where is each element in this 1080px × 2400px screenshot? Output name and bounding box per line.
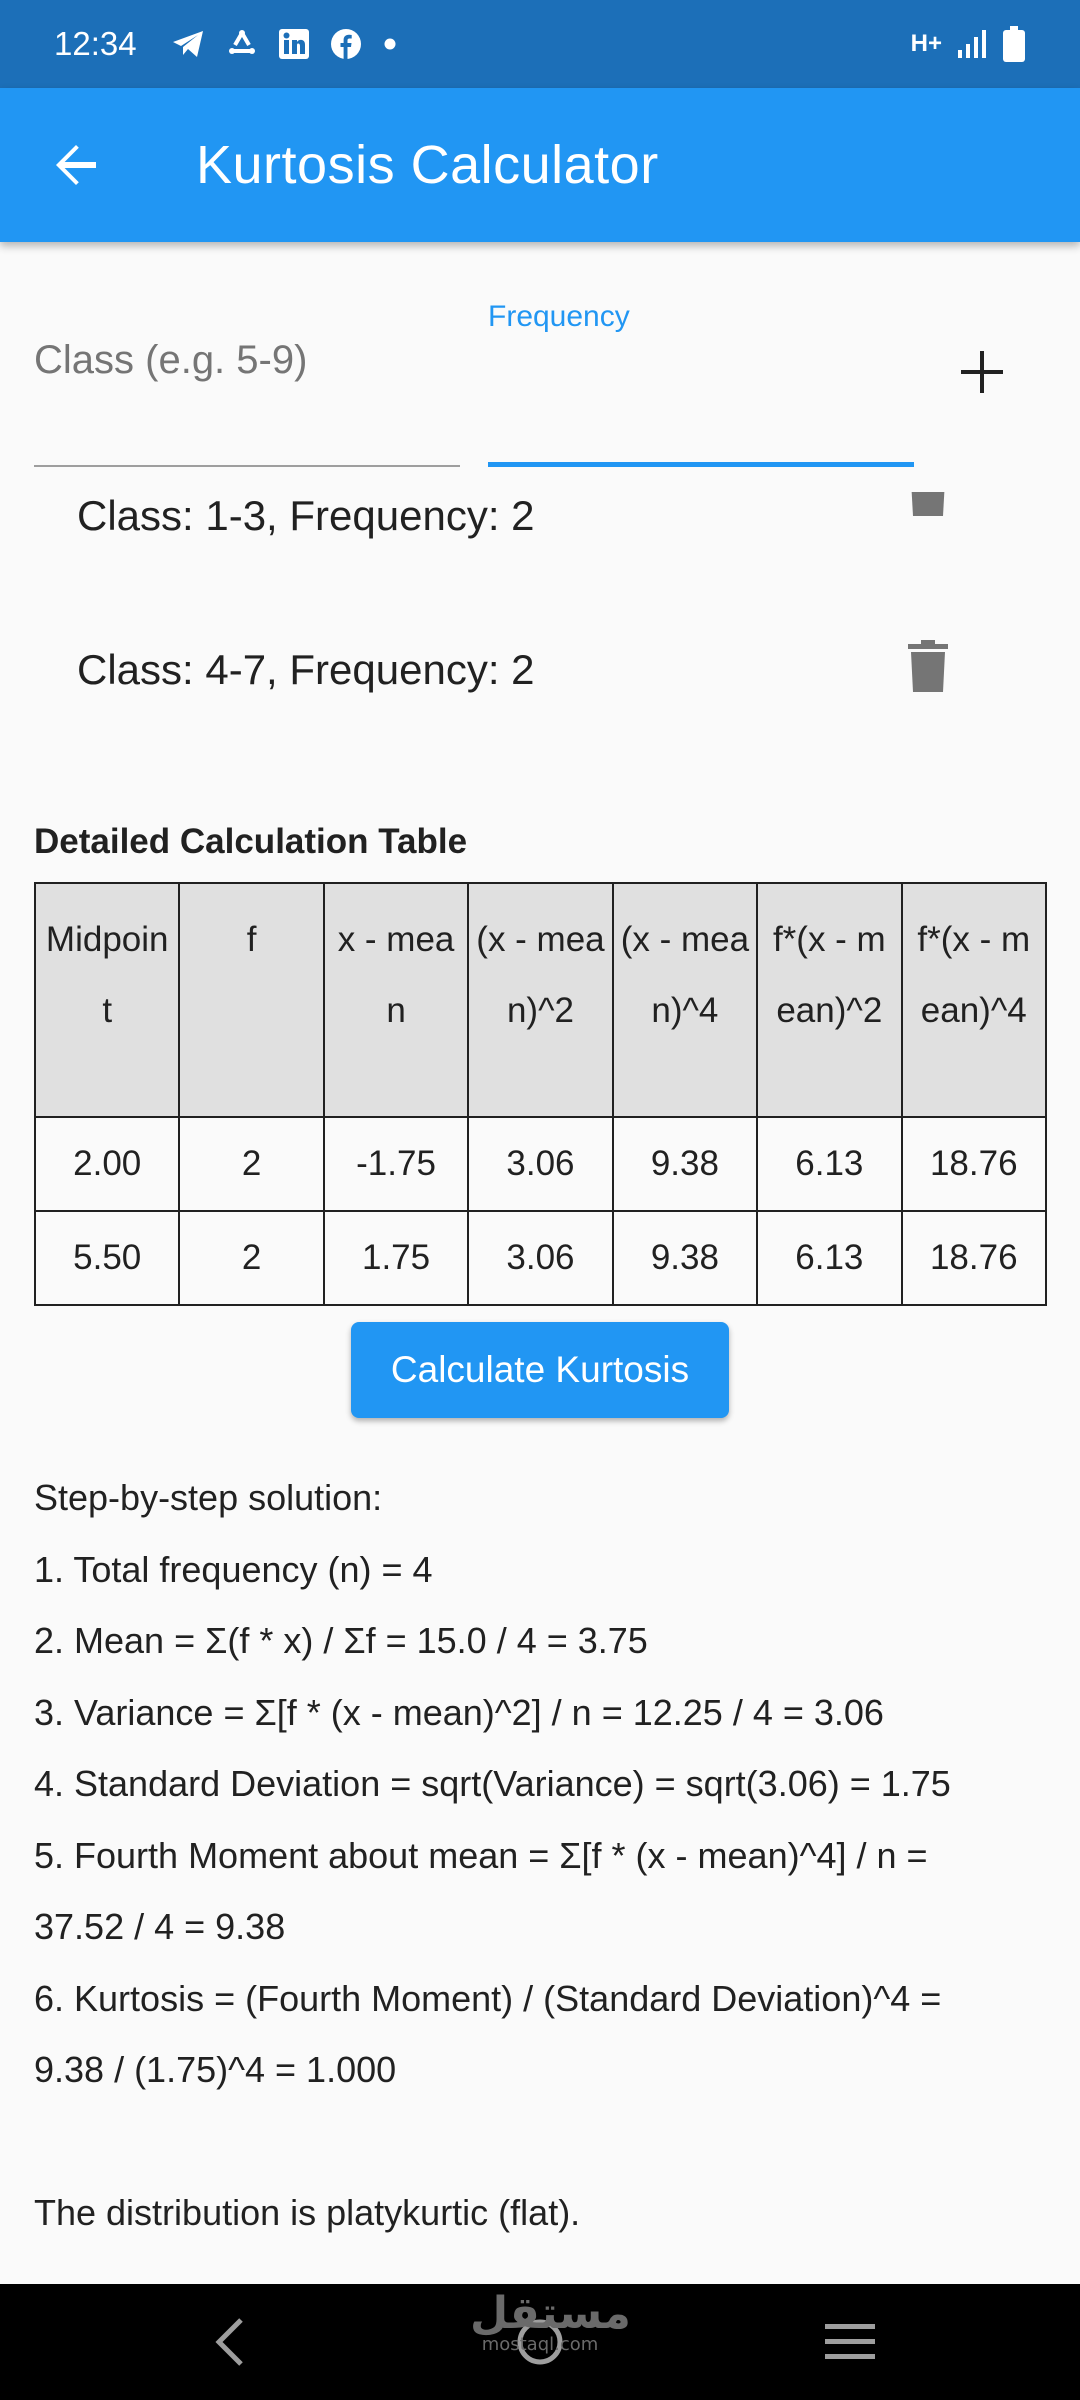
spacer xyxy=(34,2106,1054,2178)
status-bar xyxy=(0,0,1080,88)
facebook-icon xyxy=(331,29,361,59)
calculation-table xyxy=(34,882,1047,1306)
network-type: H+ xyxy=(910,30,942,57)
table-title: Detailed Calculation Table xyxy=(34,822,468,861)
solution-step: 3. Variance = Σ[f * (x - mean)^2] / n = 12.25 / 4 = 3.06 xyxy=(34,1691,884,1733)
solution-heading: Step-by-step solution: xyxy=(34,1477,383,1518)
signal-icon xyxy=(956,28,988,60)
list-item xyxy=(0,492,1080,592)
trash-icon xyxy=(908,492,948,516)
table-cell: 18.76 xyxy=(902,1211,1046,1305)
header-f-deviation-squared: f*(x - mean)^2 xyxy=(757,883,901,1117)
nav-back-icon xyxy=(213,2317,247,2367)
table-header-row xyxy=(35,883,1046,1117)
table-cell: 3.06 xyxy=(468,1117,612,1211)
header-f: f xyxy=(179,883,323,1117)
solution-step: 1. Total frequency (n) = 4 xyxy=(34,1548,433,1590)
status-right xyxy=(911,26,1026,62)
header-x-minus-mean: x - mean xyxy=(324,883,468,1117)
table-cell: 9.38 xyxy=(613,1117,757,1211)
status-time: 12:34 xyxy=(54,25,137,62)
battery-icon xyxy=(1002,26,1026,62)
header-midpoint: Midpoint xyxy=(35,883,179,1117)
table-cell: 9.38 xyxy=(613,1211,757,1305)
trash-icon xyxy=(908,640,948,692)
table-cell: -1.75 xyxy=(324,1117,468,1211)
solution-step: 4. Standard Deviation = sqrt(Variance) = sqrt(3.06) = 1.75 xyxy=(34,1763,951,1804)
solution-text xyxy=(34,1462,1054,2249)
delete-button[interactable] xyxy=(908,640,964,700)
nav-recents-icon xyxy=(825,2322,875,2362)
recycle-icon xyxy=(227,29,257,59)
calculate-kurtosis-button[interactable]: Calculate Kurtosis xyxy=(351,1322,729,1418)
table-cell: 6.13 xyxy=(757,1117,901,1211)
list-item xyxy=(0,622,1080,742)
nav-back-button[interactable] xyxy=(190,2284,270,2400)
delete-button[interactable] xyxy=(908,492,964,528)
table-row xyxy=(35,1117,1046,1211)
class-input[interactable] xyxy=(34,338,460,410)
class-input-placeholder: Class (e.g. 5-9) xyxy=(34,338,308,382)
frequency-input-underline xyxy=(488,462,914,467)
dot-icon xyxy=(383,37,397,51)
class-input-underline xyxy=(34,465,460,467)
solution-step-continued: 9.38 / (1.75)^4 = 1.000 xyxy=(34,2049,397,2090)
table-cell: 6.13 xyxy=(757,1211,901,1305)
add-entry-button[interactable] xyxy=(940,330,1024,414)
solution-step: 5. Fourth Moment about mean = Σ[f * (x - mean)^4] / n = xyxy=(34,1834,928,1876)
table-cell: 2 xyxy=(179,1211,323,1305)
solution-conclusion: The distribution is platykurtic (flat). xyxy=(34,2192,581,2233)
watermark-logo xyxy=(470,2288,631,2355)
app-bar xyxy=(0,88,1080,242)
table-cell: 2 xyxy=(179,1117,323,1211)
header-deviation-squared: (x - mean)^2 xyxy=(468,883,612,1117)
entry-text: Class: 1-3, Frequency: 2 xyxy=(77,492,535,539)
nav-recents-button[interactable] xyxy=(810,2284,890,2400)
table-cell: 2.00 xyxy=(35,1117,179,1211)
table-cell: 5.50 xyxy=(35,1211,179,1305)
watermark-url: mostaql.com xyxy=(481,2334,599,2355)
entries-list[interactable] xyxy=(0,492,1080,750)
solution-step-continued: 37.52 / 4 = 9.38 xyxy=(34,1906,286,1947)
plus-icon xyxy=(961,351,1003,393)
page-title: Kurtosis Calculator xyxy=(196,135,659,195)
table-cell: 3.06 xyxy=(468,1211,612,1305)
back-button[interactable] xyxy=(36,125,116,205)
table-cell: 1.75 xyxy=(324,1211,468,1305)
arrow-back-icon xyxy=(52,141,100,189)
header-f-deviation-fourth: f*(x - mean)^4 xyxy=(902,883,1046,1117)
table-cell: 18.76 xyxy=(902,1117,1046,1211)
linkedin-icon xyxy=(279,29,309,59)
header-deviation-fourth: (x - mean)^4 xyxy=(613,883,757,1117)
entry-text: Class: 4-7, Frequency: 2 xyxy=(77,646,535,693)
frequency-label: Frequency xyxy=(488,300,630,333)
table-row xyxy=(35,1211,1046,1305)
telegram-icon xyxy=(171,29,205,59)
watermark-arabic: مستقل xyxy=(470,2288,631,2339)
frequency-input[interactable] xyxy=(488,330,914,450)
notification-icons xyxy=(171,29,397,59)
solution-step: 6. Kurtosis = (Fourth Moment) / (Standard Deviation)^4 = xyxy=(34,1977,942,2019)
solution-step: 2. Mean = Σ(f * x) / Σf = 15.0 / 4 = 3.75 xyxy=(34,1620,648,1661)
